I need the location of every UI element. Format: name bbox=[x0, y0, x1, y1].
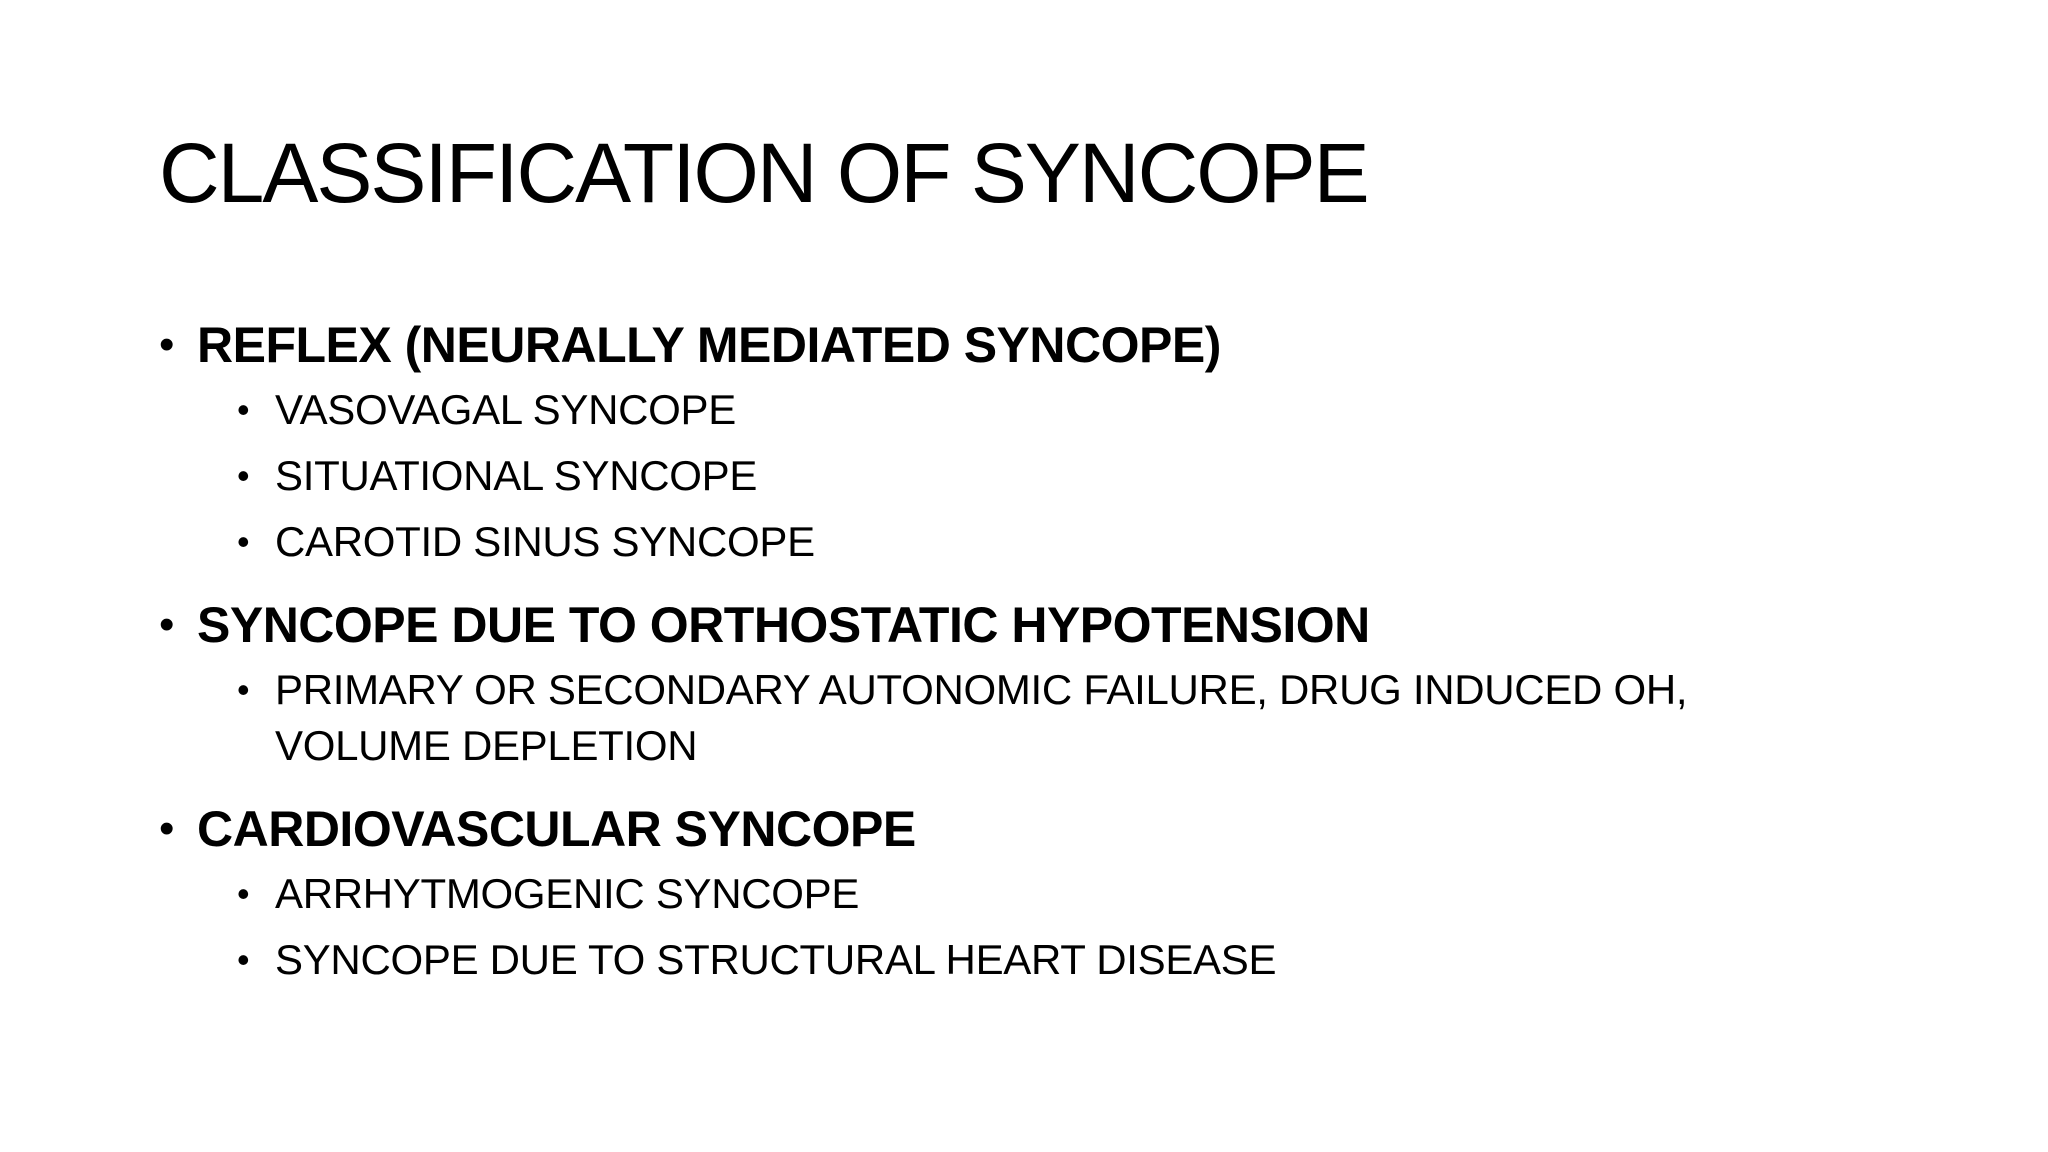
slide-title: CLASSIFICATION OF SYNCOPE bbox=[159, 126, 1368, 220]
bullet-group-cardiovascular bbox=[159, 794, 1879, 988]
heading-orthostatic: SYNCOPE DUE TO ORTHOSTATIC HYPOTENSION bbox=[197, 597, 1370, 653]
heading-cardiovascular: CARDIOVASCULAR SYNCOPE bbox=[197, 801, 916, 857]
item-arrhythmogenic: ARRHYTMOGENIC SYNCOPE bbox=[275, 870, 860, 917]
item-situational: SITUATIONAL SYNCOPE bbox=[275, 452, 758, 499]
sub-bullet-list bbox=[237, 382, 1879, 570]
bullet-heading bbox=[159, 310, 1879, 380]
sub-bullet-list bbox=[237, 662, 1879, 774]
sub-bullet-item bbox=[237, 514, 1879, 570]
bullet-icon: • bbox=[159, 320, 174, 369]
sub-bullet-item bbox=[237, 382, 1879, 438]
bullet-list bbox=[159, 310, 1879, 1008]
bullet-icon: • bbox=[237, 455, 250, 496]
sub-bullet-item bbox=[237, 662, 1879, 774]
bullet-icon: • bbox=[237, 669, 250, 710]
sub-bullet-item bbox=[237, 448, 1879, 504]
bullet-icon: • bbox=[237, 873, 250, 914]
bullet-icon: • bbox=[237, 389, 250, 430]
bullet-icon: • bbox=[237, 521, 250, 562]
sub-bullet-list bbox=[237, 866, 1879, 988]
item-autonomic-failure: PRIMARY OR SECONDARY AUTONOMIC FAILURE, DRUG INDUCED OH, VOLUME DEPLETION bbox=[275, 666, 1688, 769]
sub-bullet-item bbox=[237, 932, 1879, 988]
item-carotid-sinus: CAROTID SINUS SYNCOPE bbox=[275, 518, 815, 565]
sub-bullet-item bbox=[237, 866, 1879, 922]
bullet-icon: • bbox=[159, 804, 174, 853]
bullet-group-orthostatic bbox=[159, 590, 1879, 774]
bullet-icon: • bbox=[159, 600, 174, 649]
bullet-group-reflex bbox=[159, 310, 1879, 570]
item-vasovagal: VASOVAGAL SYNCOPE bbox=[275, 386, 736, 433]
item-structural-heart: SYNCOPE DUE TO STRUCTURAL HEART DISEASE bbox=[275, 936, 1277, 983]
bullet-heading bbox=[159, 590, 1879, 660]
bullet-icon: • bbox=[237, 939, 250, 980]
bullet-heading bbox=[159, 794, 1879, 864]
heading-reflex: REFLEX (NEURALLY MEDIATED SYNCOPE) bbox=[197, 317, 1221, 373]
